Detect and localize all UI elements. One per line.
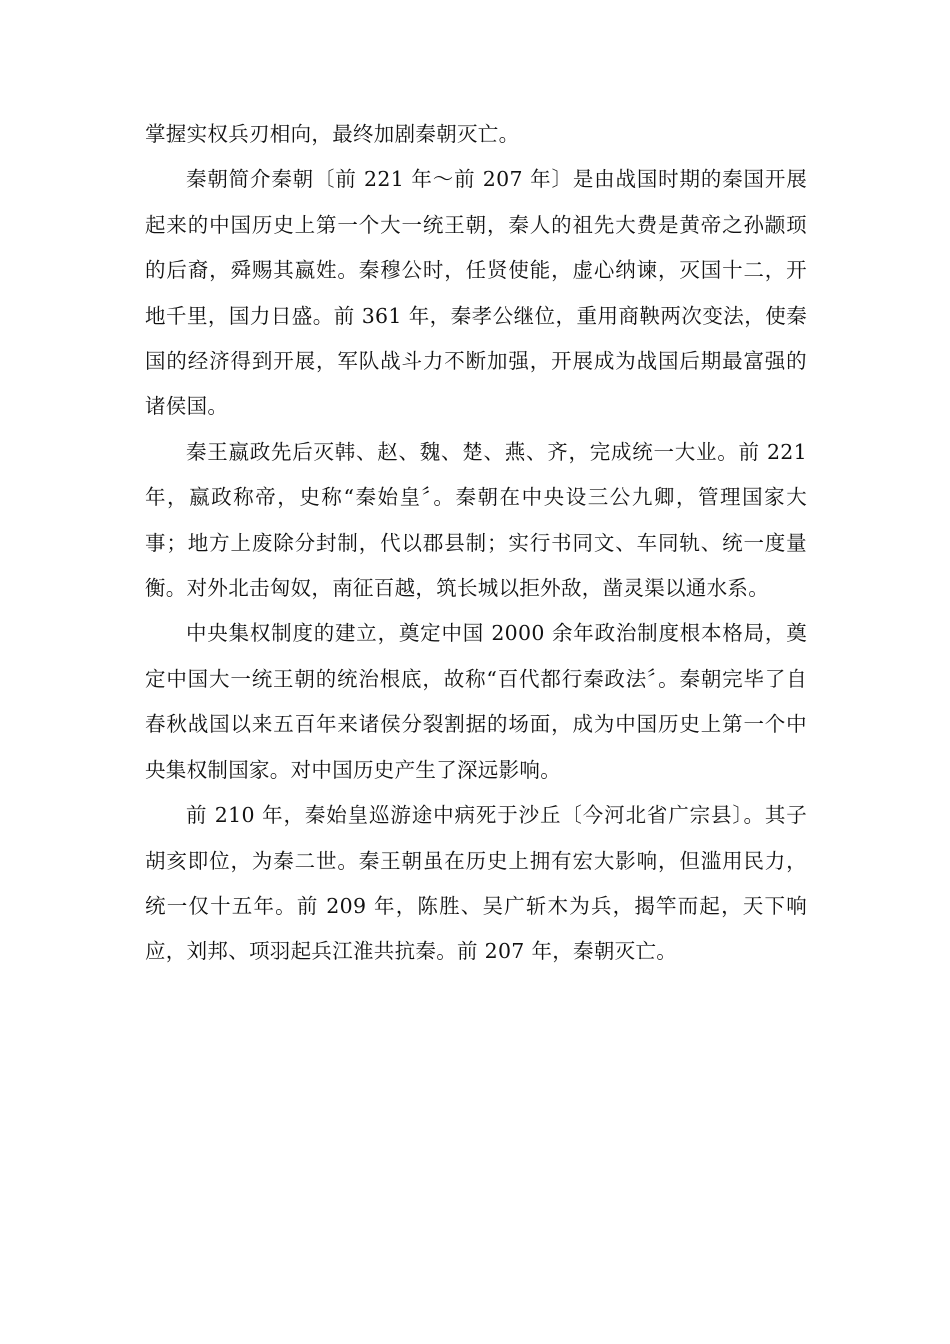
paragraph-2: 秦朝简介秦朝〔前 221 年～前 207 年〕是由战国时期的秦国开展起来的中国历史上第一个大一统王朝，秦人的祖先大费是黄帝之孙颛顼的后裔，舜赐其嬴姓。秦穆公时，任贤使能，虚心纳谏，灭国十二，开地千里，国力日盛。前 361 年，秦孝公继位，重用商鞅两次变法，使秦国的经济得到开展，军队战斗力不断加强，开展成为战国后期最富强的诸侯国。 [145, 167, 807, 419]
paragraph-3: 秦王嬴政先后灭韩、赵、魏、楚、燕、齐，完成统一大业。前 221 年，嬴政称帝，史称“秦始皇〞。秦朝在中央设三公九卿，管理国家大事；地方上废除分封制，代以郡县制；实行书同文、车同轨、统一度量衡。对外北击匈奴，南征百越，筑长城以拒外敌，凿灵渠以通水系。 [145, 439, 807, 601]
document-body [145, 112, 807, 975]
paragraph-4: 中央集权制度的建立，奠定中国 2000 余年政治制度根本格局，奠定中国大一统王朝的统治根底，故称“百代都行秦政法〞。秦朝完毕了自春秋战国以来五百年来诸侯分裂割据的场面，成为中国历史上第一个中央集权制国家。对中国历史产生了深远影响。 [145, 621, 807, 782]
paragraph-5: 前 210 年，秦始皇巡游途中病死于沙丘〔今河北省广宗县〕。其子胡亥即位，为秦二世。秦王朝虽在历史上拥有宏大影响，但滥用民力，统一仅十五年。前 209 年，陈胜、吴广斩木为兵，揭竿而起，天下响应，刘邦、项羽起兵江淮共抗秦。前 207 年，秦朝灭亡。 [145, 803, 807, 964]
paragraph-1: 掌握实权兵刃相向，最终加剧秦朝灭亡。 [145, 122, 520, 146]
